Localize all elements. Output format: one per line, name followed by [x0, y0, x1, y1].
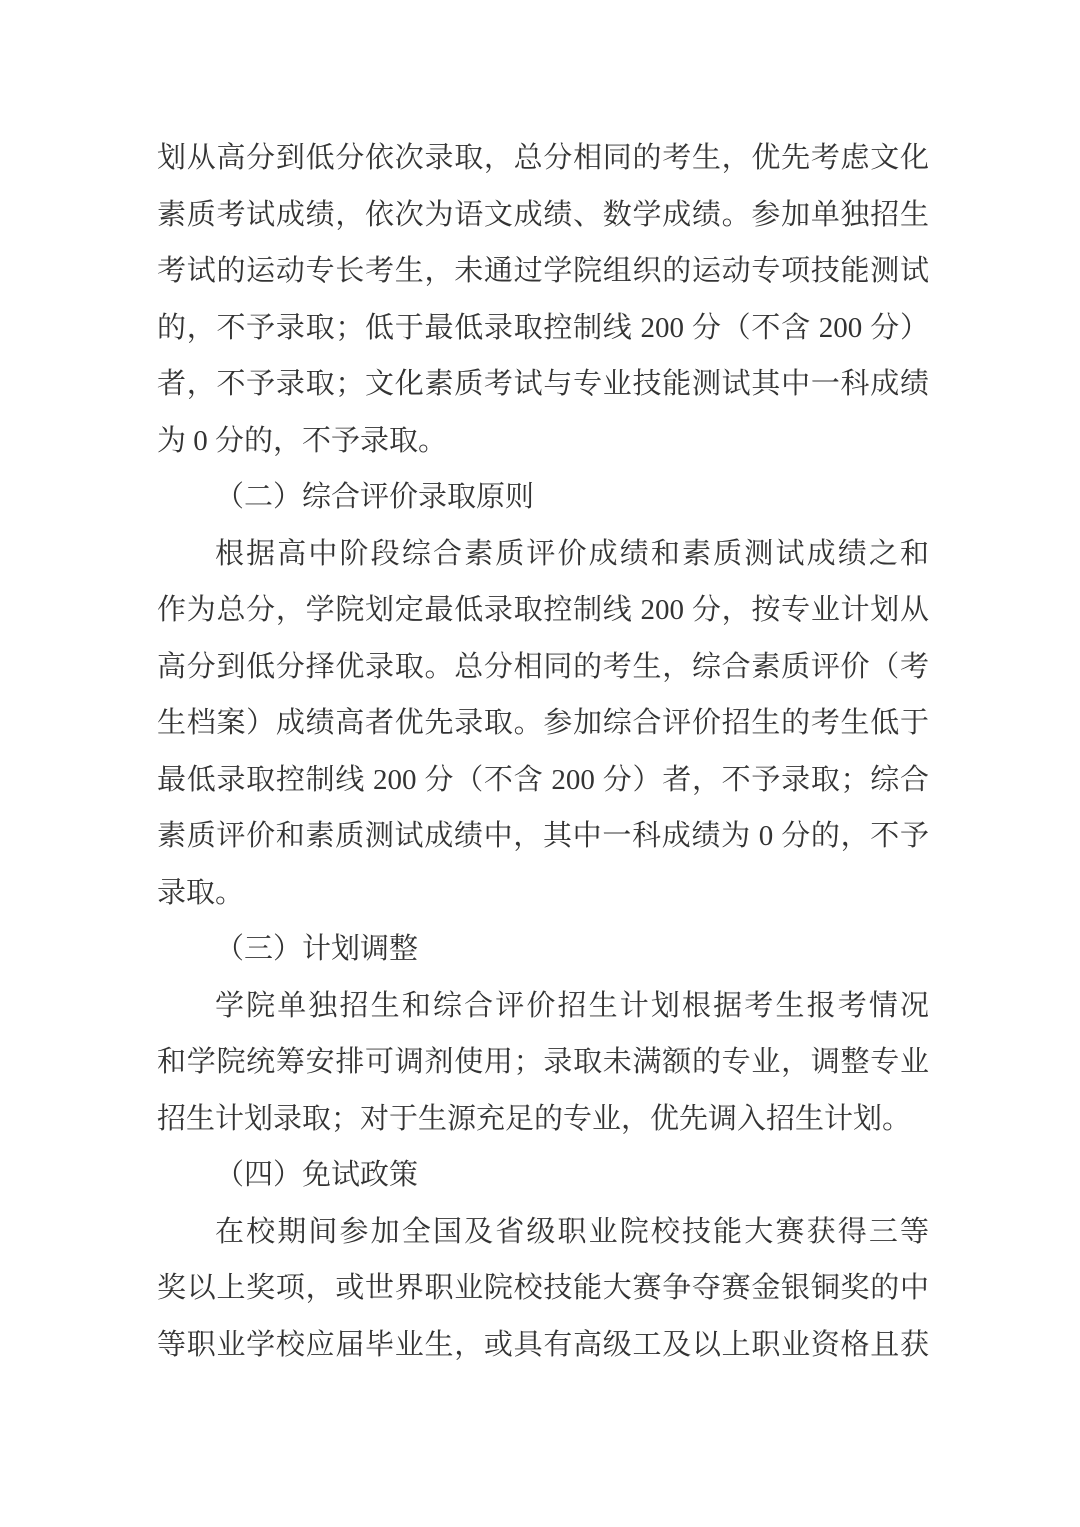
text-line: 高分到低分择优录取。总分相同的考生，综合素质评价（考: [157, 650, 929, 683]
text-line: 划从高分到低分依次录取，总分相同的考生，优先考虑文化: [157, 142, 929, 174]
text-line: 等职业学校应届毕业生，或具有高级工及以上职业资格且获: [157, 1328, 929, 1361]
text-line: 考试的运动专长考生，未通过学院组织的运动专项技能测试: [157, 255, 929, 287]
document-text-block: [157, 130, 929, 1373]
text-line: 作为总分，学院划定最低录取控制线 200 分，按专业计划从: [157, 594, 929, 626]
text-line: 和学院统筹安排可调剂使用；录取未满额的专业，调整专业: [157, 1046, 929, 1078]
text-line: 素质评价和素质测试成绩中，其中一科成绩为 0 分的，不予: [157, 820, 929, 852]
text-line: 素质考试成绩，依次为语文成绩、数学成绩。参加单独招生: [157, 198, 929, 231]
paragraph-end-line: 为 0 分的，不予录取。: [157, 424, 448, 457]
text-line: 者，不予录取；文化素质考试与专业技能测试其中一科成绩: [157, 368, 929, 400]
text-line: 生档案）成绩高者优先录取。参加综合评价招生的考生低于: [157, 707, 929, 739]
paragraph-end-line: 录取。: [157, 876, 245, 909]
paragraph-first-line: 根据高中阶段综合素质评价成绩和素质测试成绩之和: [215, 537, 929, 570]
section-heading-3: （三）计划调整: [215, 933, 419, 965]
text-line: 最低录取控制线 200 分（不含 200 分）者，不予录取；综合: [157, 763, 929, 796]
paragraph-first-line: 学院单独招生和综合评价招生计划根据考生报考情况: [215, 989, 929, 1022]
text-line: 奖以上奖项，或世界职业院校技能大赛争夺赛金银铜奖的中: [157, 1272, 929, 1304]
text-line: 的，不予录取；低于最低录取控制线 200 分（不含 200 分）: [157, 311, 929, 344]
section-heading-4: （四）免试政策: [215, 1159, 419, 1191]
section-heading-2: （二）综合评价录取原则: [215, 481, 535, 513]
paragraph-first-line: 在校期间参加全国及省级职业院校技能大赛获得三等: [215, 1215, 929, 1248]
paragraph-end-line: 招生计划录取；对于生源充足的专业，优先调入招生计划。: [157, 1102, 912, 1135]
